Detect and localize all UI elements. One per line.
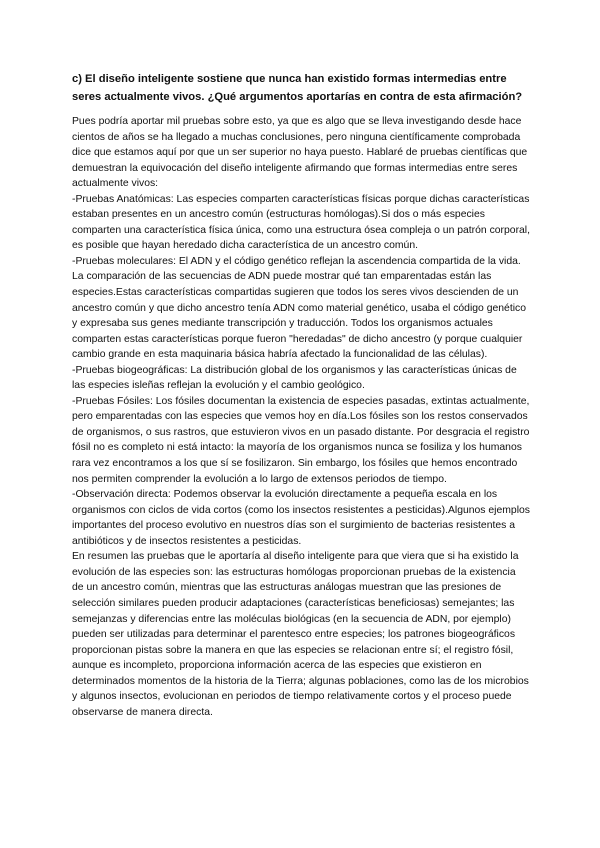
biogeographic-evidence-paragraph: -Pruebas biogeográficas: La distribución global de los organismos y las características únicas de las especies isleñas reflejan la evolución y el cambio geológico. <box>72 364 517 392</box>
direct-observation-paragraph: -Observación directa: Podemos observar la evolución directamente a pequeña escala en los organismos con ciclos de vida cortos (como los insectos resistentes a pesticidas).Algunos ejemplos importantes del proceso evolutivo en nuestros días son el surgimiento de bacterias resistentes a antibióticos y de insectos resistentes a pesticidas. <box>72 489 530 547</box>
anatomical-evidence-paragraph: -Pruebas Anatómicas: Las especies comparten características físicas porque dichas características estaban presentes en un ancestro común (estructuras homólogas).Si dos o más especies comparten una característica física única, como una estructura ósea compleja o un patrón corporal, es posible que hayan heredado dicha característica de un ancestro común. <box>72 193 531 252</box>
summary-paragraph: En resumen las pruebas que le aportaría al diseño inteligente para que viera que si ha existido la evolución de las especies son: las estructuras homólogas proporcionan pruebas de la existencia de un ancestro común, mientras que las estructuras análogas muestran que las presiones de selección similares pueden producir adaptaciones (características beneficiosas) semejantes; las semejanzas y diferencias entre las moléculas biológicas (en la secuencia de ADN, por ejemplo) pueden ser utilizadas para determinar el parentesco entre especies; los patrones biogeográficos proporcionan pistas sobre la manera en que las especies se relacionan entre sí; el registro fósil, aunque es incompleto, proporciona información acerca de las especies que existieron en determinados momentos de la historia de la Tierra; algunas poblaciones, como las de los microbios y algunos insectos, evolucionan en periodos de tiempo relativamente cortos y el proceso puede observarse de manera directa. <box>72 551 529 718</box>
intro-paragraph: Pues podría aportar mil pruebas sobre esto, ya que es algo que se lleva investigando desde hace cientos de años se ha llegado a muchas conclusiones, pero ninguna científicamente comprobada dice que estamos aquí por que un ser superior no haya puesto. Hablaré de pruebas científicas que demuestran la equivocación del diseño inteligente afirmando que formas intermedias entre seres actualmente vivos: <box>72 116 528 190</box>
question-heading: c) El diseño inteligente sostiene que nunca han existido formas intermedias entre seres actualmente vivos. ¿Qué argumentos aportarías en contra de esta afirmación? <box>72 73 523 103</box>
fossil-evidence-paragraph: -Pruebas Fósiles: Los fósiles documentan la existencia de especies pasadas, extintas actualmente, pero emparentadas con las especies que vemos hoy en día.Los fósiles son los restos conservados de organismos, o sus rastros, que estuvieron vivos en un pasado distante. Por desgracia el registro fósil no es completo ni está intacto: la mayoría de los organismos nunca se fosiliza y los humanos rara vez encontramos a los que sí se fosilizaron. Sin embargo, los fósiles que hemos encontrado nos permiten comprender la evolución a lo largo de extensos periodos de tiempo. <box>72 395 530 485</box>
molecular-evidence-paragraph: -Pruebas moleculares: El ADN y el código genético reflejan la ascendencia compartida de la vida. La comparación de las secuencias de ADN puede mostrar qué tan emparentadas están las especies.Estas características compartidas sugieren que todos los seres vivos descienden de un ancestro común y que dicho ancestro tenía ADN como material genético, usaba el código genético y expresaba sus genes mediante transcripción y traducción. Todos los organismos actuales comparten estas características porque fueron "heredadas" de dicho ancestro (y porque cualquier cambio grande en esta maquinaria básica habría afectado la funcionalidad de las células). <box>72 255 526 361</box>
answer-body <box>72 114 530 720</box>
